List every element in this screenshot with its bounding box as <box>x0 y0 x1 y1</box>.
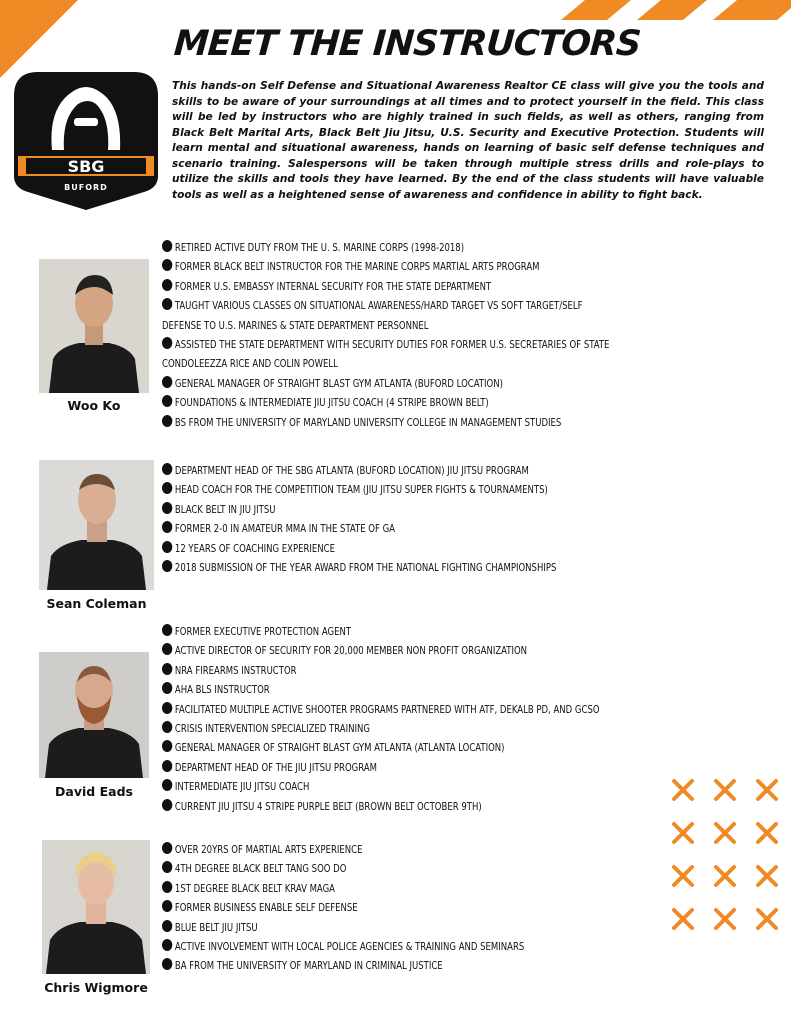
list-item: ACTIVE INVOLVEMENT WITH LOCAL POLICE AGENCIES & TRAINING AND SEMINARS <box>162 937 524 956</box>
list-item: FOUNDATIONS & INTERMEDIATE JIU JITSU COACH (4 STRIPE BROWN BELT) <box>162 393 609 412</box>
list-item: TAUGHT VARIOUS CLASSES ON SITUATIONAL AWARENESS/HARD TARGET VS SOFT TARGET/SELF <box>162 296 609 315</box>
list-item: 1ST DEGREE BLACK BELT KRAV MAGA <box>162 879 524 898</box>
list-item: CURRENT JIU JITSU 4 STRIPE PURPLE BELT (BROWN BELT OCTOBER 9TH) <box>162 797 600 816</box>
list-item: OVER 20YRS OF MARTIAL ARTS EXPERIENCE <box>162 840 524 859</box>
list-item: BLUE BELT JIU JITSU <box>162 918 524 937</box>
bullet-dot-icon <box>162 337 172 349</box>
bullet-dot-icon <box>162 702 172 714</box>
list-item: FACILITATED MULTIPLE ACTIVE SHOOTER PROGRAMS PARTNERED WITH ATF, DEKALB PD, AND GCSO <box>162 700 600 719</box>
bullet-dot-icon <box>162 643 172 655</box>
instructor-name: Sean Coleman <box>46 596 147 611</box>
x-mark-icon <box>755 821 779 845</box>
bullet-dot-icon <box>162 740 172 752</box>
bullet-dot-icon <box>162 624 172 636</box>
bullet-dot-icon <box>162 900 172 912</box>
bullet-dot-icon <box>162 861 172 873</box>
instructor-name: Chris Wigmore <box>44 980 148 995</box>
list-item-continuation: CONDOLEEZZA RICE AND COLIN POWELL <box>162 357 338 371</box>
list-item: FORMER BLACK BELT INSTRUCTOR FOR THE MARINE CORPS MARTIAL ARTS PROGRAM <box>162 257 609 276</box>
bullet-dot-icon <box>162 521 172 533</box>
list-item: ACTIVE DIRECTOR OF SECURITY FOR 20,000 MEMBER NON PROFIT ORGANIZATION <box>162 641 600 660</box>
list-item: BS FROM THE UNIVERSITY OF MARYLAND UNIVERSITY COLLEGE IN MANAGEMENT STUDIES <box>162 413 609 432</box>
instructor-photo-sean-coleman <box>39 460 154 590</box>
list-item: AHA BLS INSTRUCTOR <box>162 680 600 699</box>
bullet-dot-icon <box>162 881 172 893</box>
x-mark-icon <box>713 778 737 802</box>
instructor-photo-chris-wigmore <box>42 840 150 974</box>
list-item: BLACK BELT IN JIU JITSU <box>162 500 556 519</box>
instructor-bullets-david-eads <box>162 622 671 816</box>
x-mark-icon <box>755 778 779 802</box>
bullet-dot-icon <box>162 395 172 407</box>
list-item: FORMER BUSINESS ENABLE SELF DEFENSE <box>162 898 524 917</box>
list-item: FORMER U.S. EMBASSY INTERNAL SECURITY FOR THE STATE DEPARTMENT <box>162 277 609 296</box>
bullet-dot-icon <box>162 920 172 932</box>
x-mark-icon <box>671 864 695 888</box>
list-item: INTERMEDIATE JIU JITSU COACH <box>162 777 600 796</box>
list-item: FORMER 2-0 IN AMATEUR MMA IN THE STATE OF GA <box>162 519 556 538</box>
bullet-dot-icon <box>162 376 172 388</box>
x-mark-icon <box>671 821 695 845</box>
bullet-dot-icon <box>162 721 172 733</box>
instructor-bullets-chris-wigmore <box>162 840 583 976</box>
x-mark-icon <box>671 778 695 802</box>
instructor-name: David Eads <box>55 784 133 799</box>
bullet-dot-icon <box>162 958 172 970</box>
bullet-dot-icon <box>162 259 172 271</box>
header-stripes-decoration <box>541 0 791 20</box>
bullet-dot-icon <box>162 779 172 791</box>
bullet-dot-icon <box>162 560 172 572</box>
bullet-dot-icon <box>162 279 172 291</box>
bullet-dot-icon <box>162 463 172 475</box>
list-item: BA FROM THE UNIVERSITY OF MARYLAND IN CRIMINAL JUSTICE <box>162 956 524 975</box>
list-item: RETIRED ACTIVE DUTY FROM THE U. S. MARINE CORPS (1998-2018) <box>162 238 609 257</box>
list-item: HEAD COACH FOR THE COMPETITION TEAM (JIU JITSU SUPER FIGHTS & TOURNAMENTS) <box>162 480 556 499</box>
list-item: 2018 SUBMISSION OF THE YEAR AWARD FROM THE NATIONAL FIGHTING CHAMPIONSHIPS <box>162 558 556 577</box>
bullet-dot-icon <box>162 541 172 553</box>
page-title: MEET THE INSTRUCTORS <box>172 24 642 64</box>
bullet-dot-icon <box>162 298 172 310</box>
bullet-dot-icon <box>162 682 172 694</box>
bullet-dot-icon <box>162 842 172 854</box>
list-item: ASSISTED THE STATE DEPARTMENT WITH SECURITY DUTIES FOR FORMER U.S. SECRETARIES OF STATE <box>162 335 609 354</box>
logo-main-text: SBG <box>67 157 105 176</box>
list-item: 4TH DEGREE BLACK BELT TANG SOO DO <box>162 859 524 878</box>
bullet-dot-icon <box>162 240 172 252</box>
list-item: GENERAL MANAGER OF STRAIGHT BLAST GYM ATLANTA (ATLANTA LOCATION) <box>162 738 600 757</box>
bullet-dot-icon <box>162 415 172 427</box>
bullet-dot-icon <box>162 939 172 951</box>
bullet-dot-icon <box>162 663 172 675</box>
list-item: DEPARTMENT HEAD OF THE SBG ATLANTA (BUFORD LOCATION) JIU JITSU PROGRAM <box>162 461 556 480</box>
x-mark-icon <box>713 821 737 845</box>
decorative-x-grid <box>662 772 788 938</box>
sbg-buford-logo <box>8 64 164 212</box>
bullet-dot-icon <box>162 482 172 494</box>
bullet-dot-icon <box>162 502 172 514</box>
list-item: FORMER EXECUTIVE PROTECTION AGENT <box>162 622 600 641</box>
instructor-photo-david-eads <box>39 652 149 778</box>
list-item: 12 YEARS OF COACHING EXPERIENCE <box>162 539 556 558</box>
list-item-continuation: DEFENSE TO U.S. MARINES & STATE DEPARTMENT PERSONNEL <box>162 318 429 332</box>
list-item: DEPARTMENT HEAD OF THE JIU JITSU PROGRAM <box>162 758 600 777</box>
x-mark-icon <box>755 907 779 931</box>
list-item: NRA FIREARMS INSTRUCTOR <box>162 661 600 680</box>
bullet-dot-icon <box>162 799 172 811</box>
instructor-bullets-woo-ko <box>162 238 682 432</box>
x-mark-icon <box>671 907 695 931</box>
instructor-name: Woo Ko <box>67 398 121 413</box>
instructor-bullets-sean-coleman <box>162 461 621 577</box>
x-mark-icon <box>755 864 779 888</box>
x-mark-icon <box>713 864 737 888</box>
intro-paragraph: This hands-on Self Defense and Situational Awareness Realtor CE class will give you the tools and skills to be aware of your surroundings at all times and to protect yourself in the field. This class will be led by instructors who are highly trained in such fields, as well as others, ranging from Black Belt Marital Arts, Black Belt Jiu Jitsu, U.S. Security and Executive Protection. Students will learn mental and situational awareness, hands on learning of basic self defense techniques and scenario training. Salespersons will be taken through multiple stress drills and role-plays to utilize the skills and tools they have learned. By the end of the class students will have valuable tools as well as a heightened sense of awareness and confidence in ability to fight back. <box>172 80 764 201</box>
list-item: GENERAL MANAGER OF STRAIGHT BLAST GYM ATLANTA (BUFORD LOCATION) <box>162 374 609 393</box>
logo-sub-text: BUFORD <box>64 183 108 192</box>
bullet-dot-icon <box>162 760 172 772</box>
x-mark-icon <box>713 907 737 931</box>
list-item: CRISIS INTERVENTION SPECIALIZED TRAINING <box>162 719 600 738</box>
instructor-photo-woo-ko <box>39 259 149 393</box>
